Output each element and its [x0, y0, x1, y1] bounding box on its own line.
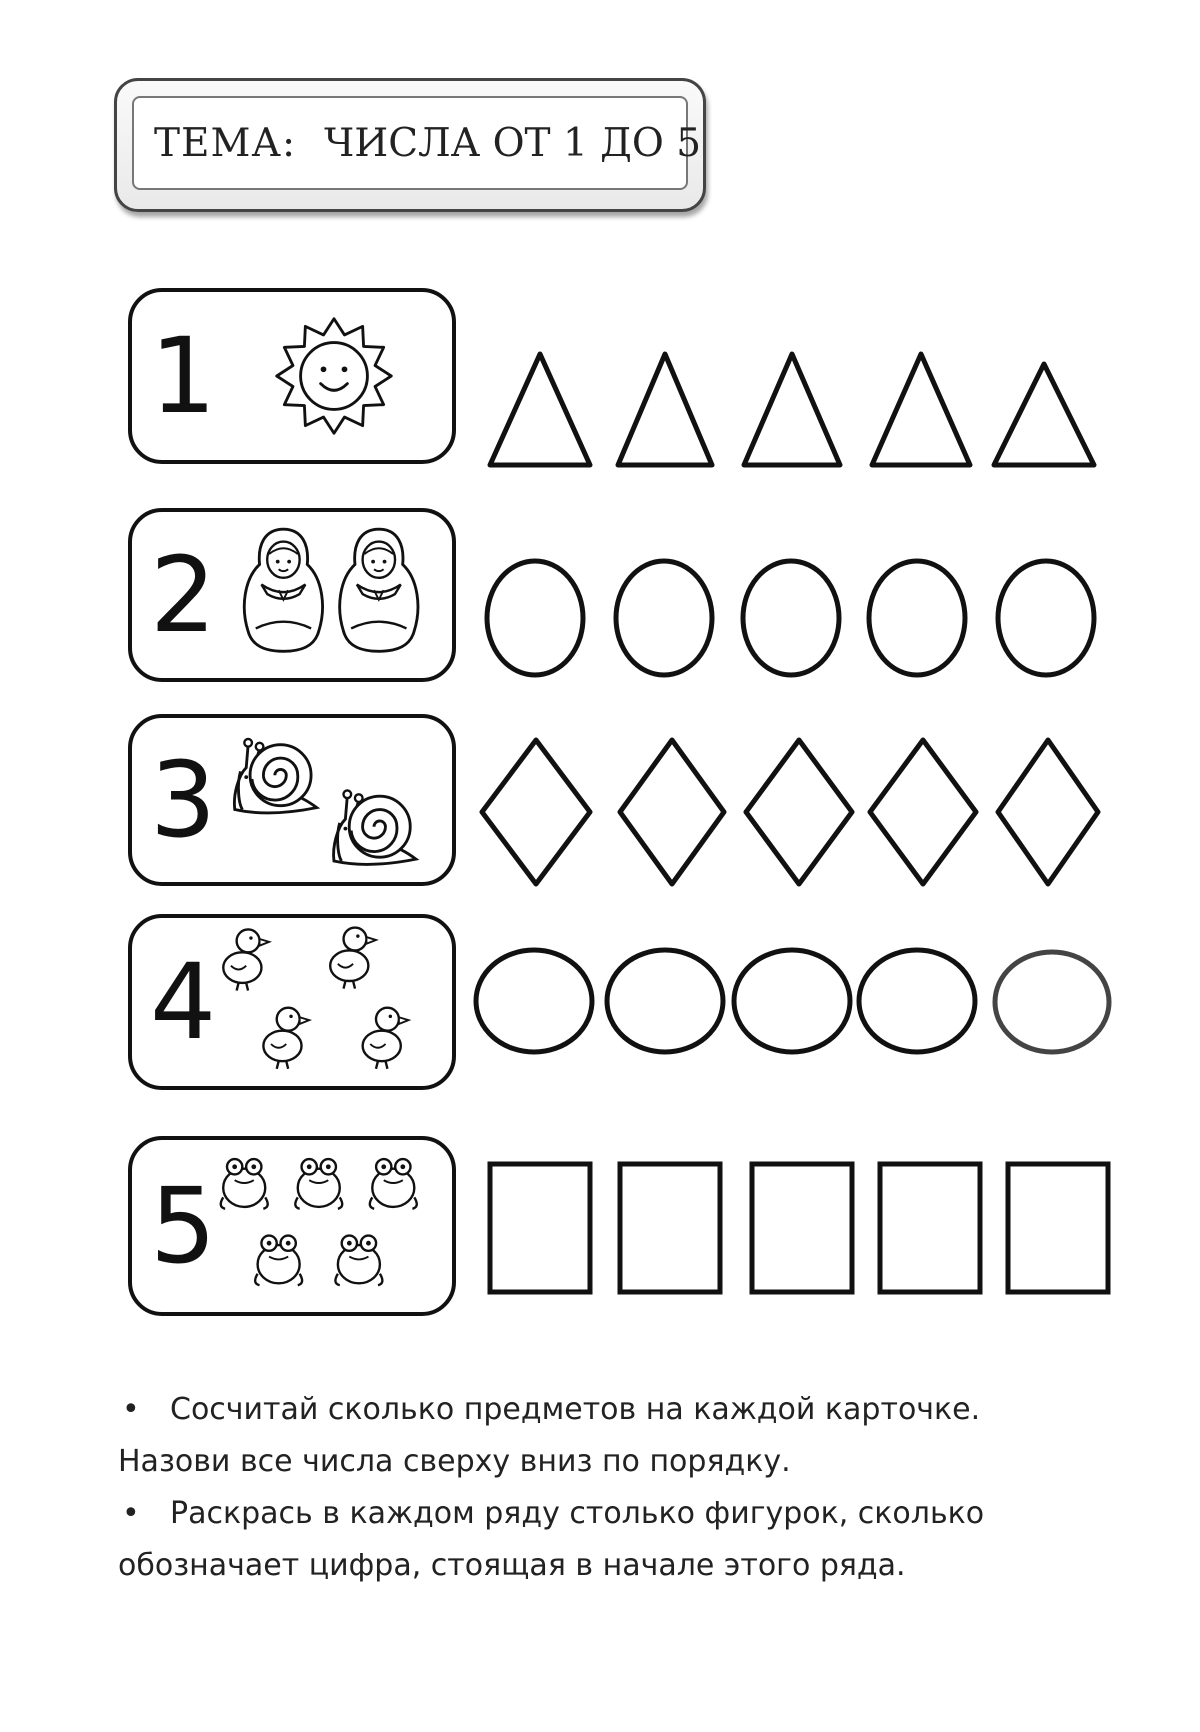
sun-icon: [277, 319, 392, 434]
page-title: ЧИСЛА ОТ 1 ДО 5: [324, 120, 702, 166]
instruction-text: обозначает цифра, стоящая в начале этого ряда.: [118, 1548, 906, 1583]
oval-shape[interactable]: [743, 561, 839, 675]
rhombus-shape[interactable]: [870, 740, 976, 884]
instruction-line: [118, 1384, 1118, 1436]
instruction-text: Сосчитай сколько предметов на каждой карточке.: [170, 1392, 981, 1427]
snail-icon: [234, 739, 316, 813]
circle-shape[interactable]: [734, 950, 850, 1052]
triangle-shape[interactable]: [872, 354, 970, 465]
shape-row-5: [478, 1160, 1140, 1296]
rhombus-shape[interactable]: [482, 740, 590, 884]
oval-shape[interactable]: [616, 561, 712, 675]
instruction-line: [118, 1436, 1118, 1488]
rectangle-shape[interactable]: [880, 1164, 980, 1292]
triangle-shape[interactable]: [618, 354, 712, 465]
number-card-1: [128, 288, 456, 464]
number-card-3: [128, 714, 456, 886]
chick-icon: [263, 1008, 309, 1069]
instructions: [118, 1384, 1118, 1592]
bullet: •: [122, 1392, 140, 1427]
circle-shape[interactable]: [859, 950, 975, 1052]
card-pictures: [132, 292, 452, 460]
frog-icon: [221, 1159, 268, 1209]
rectangle-shape[interactable]: [490, 1164, 590, 1292]
circle-shape[interactable]: [476, 950, 592, 1052]
shape-row-1: [478, 350, 1140, 470]
frog-icon: [370, 1159, 417, 1209]
triangle-shape[interactable]: [744, 354, 840, 465]
number-card-5: [128, 1136, 456, 1316]
frog-icon: [295, 1159, 342, 1209]
triangle-shape[interactable]: [490, 354, 590, 465]
instruction-line: [118, 1540, 1118, 1592]
card-number: 4: [150, 941, 217, 1063]
instruction-line: [118, 1488, 1118, 1540]
shape-row-4: [478, 946, 1140, 1056]
oval-shape[interactable]: [869, 561, 965, 675]
chick-icon: [363, 1008, 409, 1069]
rhombus-shape[interactable]: [746, 740, 852, 884]
frog-icon: [255, 1236, 302, 1286]
circle-shape[interactable]: [607, 950, 723, 1052]
rectangle-shape[interactable]: [1008, 1164, 1108, 1292]
number-card-4: [128, 914, 456, 1090]
card-pictures: [132, 918, 452, 1086]
bullet: •: [122, 1496, 140, 1531]
instruction-text: Раскрась в каждом ряду столько фигурок, сколько: [170, 1496, 985, 1531]
card-number: 1: [150, 315, 217, 437]
matryoshka-icon: [244, 529, 322, 651]
chick-icon: [223, 929, 269, 990]
circle-shape[interactable]: [995, 952, 1109, 1052]
card-number: 2: [150, 534, 217, 656]
shape-row-2: [478, 558, 1140, 678]
rectangle-shape[interactable]: [620, 1164, 720, 1292]
oval-shape[interactable]: [998, 561, 1094, 675]
card-number: 3: [150, 739, 217, 861]
number-card-2: [128, 508, 456, 682]
shape-row-3: [478, 738, 1140, 888]
rhombus-shape[interactable]: [998, 740, 1098, 884]
matryoshka-icon: [340, 529, 418, 651]
title-label: ТЕМА:: [154, 120, 297, 166]
frog-icon: [335, 1236, 382, 1286]
oval-shape[interactable]: [487, 561, 583, 675]
card-number: 5: [150, 1165, 217, 1287]
rhombus-shape[interactable]: [620, 740, 724, 884]
rectangle-shape[interactable]: [752, 1164, 852, 1292]
title-box: [114, 78, 706, 212]
title-inner-frame: [132, 96, 702, 190]
triangle-shape[interactable]: [994, 364, 1094, 465]
card-pictures: [132, 512, 452, 678]
chick-icon: [330, 928, 376, 989]
card-pictures: [132, 1140, 452, 1312]
snail-icon: [334, 790, 416, 864]
card-pictures: [132, 718, 452, 882]
instruction-text: Назови все числа сверху вниз по порядку.: [118, 1444, 791, 1479]
